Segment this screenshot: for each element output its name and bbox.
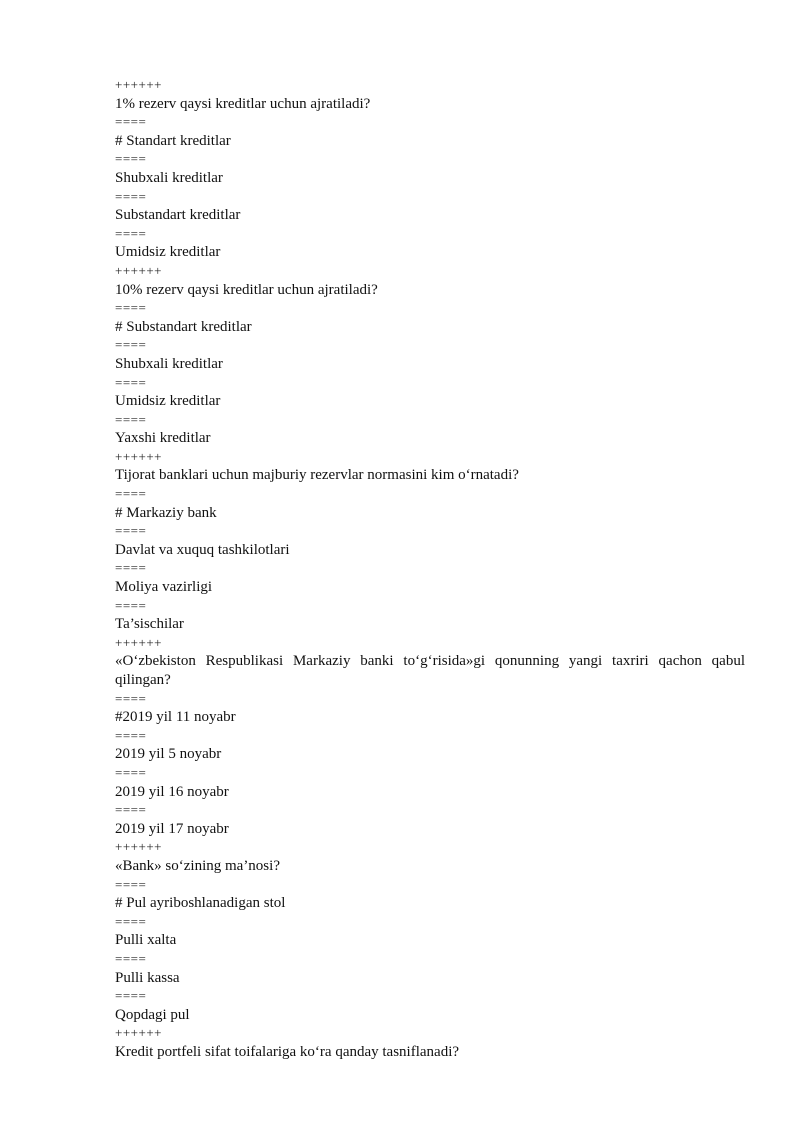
question-separator: ++++++ <box>115 634 162 650</box>
answer-separator: ==== <box>115 802 147 818</box>
question-text: 1% rezerv qaysi kreditlar uchun ajratiladi? <box>115 95 371 112</box>
answer-separator: ==== <box>115 486 147 502</box>
answer-option: Shubxali kreditlar <box>115 355 223 372</box>
question-text: Kredit portfeli sifat toifalariga ko‘ra qanday tasniflanadi? <box>115 1043 460 1060</box>
answer-option: Pulli xalta <box>115 932 177 949</box>
answer-separator: ==== <box>115 188 147 204</box>
answer-separator: ==== <box>115 300 147 316</box>
answer-separator: ==== <box>115 913 147 929</box>
answer-option: 2019 yil 17 noyabr <box>115 820 229 837</box>
answer-separator: ==== <box>115 988 147 1004</box>
answer-separator: ==== <box>115 876 147 892</box>
question-separator: ++++++ <box>115 262 162 278</box>
answer-separator: ==== <box>115 225 147 241</box>
answer-option: Shubxali kreditlar <box>115 169 223 186</box>
question-text: «Bank» so‘zining ma’nosi? <box>115 857 280 874</box>
answer-separator: ==== <box>115 690 147 706</box>
question-text: 10% rezerv qaysi kreditlar uchun ajratiladi? <box>115 281 378 298</box>
answer-separator: ==== <box>115 560 147 576</box>
answer-separator: ==== <box>115 374 147 390</box>
answer-option: 2019 yil 16 noyabr <box>115 783 229 800</box>
answer-separator: ==== <box>115 114 147 130</box>
question-separator: ++++++ <box>115 839 162 855</box>
answer-separator: ==== <box>115 727 147 743</box>
answer-option: Umidsiz kreditlar <box>115 244 221 261</box>
answer-separator: ==== <box>115 764 147 780</box>
question-separator: ++++++ <box>115 1025 162 1041</box>
answer-separator: ==== <box>115 411 147 427</box>
answer-separator: ==== <box>115 523 147 539</box>
answer-option: Moliya vazirligi <box>115 579 213 596</box>
question-separator: ++++++ <box>115 448 162 464</box>
answer-option: Yaxshi kreditlar <box>115 430 211 447</box>
document-page <box>115 76 745 1061</box>
answer-separator: ==== <box>115 950 147 966</box>
answer-separator: ==== <box>115 597 147 613</box>
question-separator: ++++++ <box>115 77 162 92</box>
answer-option: 2019 yil 5 noyabr <box>115 746 222 763</box>
answer-option: # Markaziy bank <box>115 504 217 521</box>
answer-option: # Standart kreditlar <box>115 132 231 149</box>
answer-option: Umidsiz kreditlar <box>115 393 221 410</box>
answer-option: Pulli kassa <box>115 969 180 986</box>
question-text: «O‘zbekiston Respublikasi Markaziy banki to‘g‘risida»gi qonunning yangi taxriri qachon qabul qilingan? <box>115 653 745 688</box>
question-text: Tijorat banklari uchun majburiy rezervlar normasini kim o‘rnatadi? <box>115 467 519 484</box>
answer-option: # Substandart kreditlar <box>115 318 252 335</box>
answer-separator: ==== <box>115 337 147 353</box>
answer-option: Davlat va xuquq tashkilotlari <box>115 541 290 558</box>
answer-option: Qopdagi pul <box>115 1006 190 1023</box>
answer-option: Ta’sischilar <box>115 616 184 633</box>
answer-separator: ==== <box>115 151 147 167</box>
answer-option: # Pul ayriboshlanadigan stol <box>115 895 286 912</box>
answer-option: Substandart kreditlar <box>115 207 241 224</box>
answer-option: #2019 yil 11 noyabr <box>115 709 236 726</box>
